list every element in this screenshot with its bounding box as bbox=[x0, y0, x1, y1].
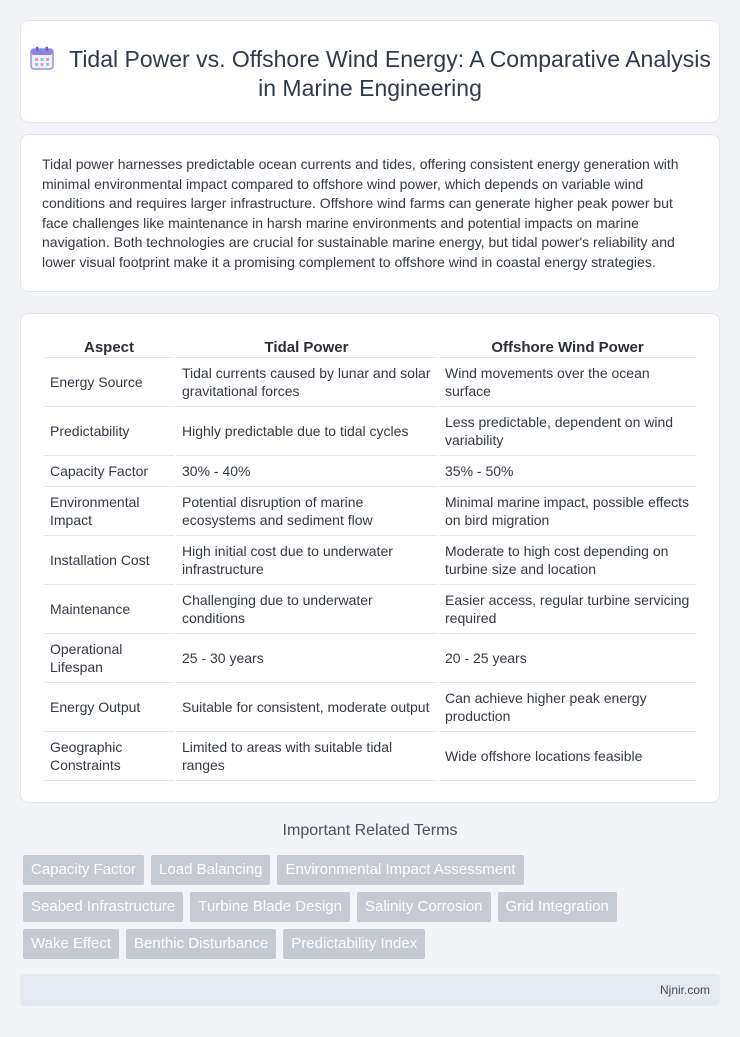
comparison-table-card bbox=[20, 313, 720, 803]
tag-predictability-index[interactable]: Predictability Index bbox=[283, 929, 425, 959]
cell-wind: Can achieve higher peak energy production bbox=[439, 683, 696, 732]
table-row bbox=[44, 585, 696, 634]
tag-salinity-corrosion[interactable]: Salinity Corrosion bbox=[357, 892, 491, 922]
cell-aspect: Geographic Constraints bbox=[44, 732, 174, 781]
table-header-row bbox=[44, 334, 696, 358]
cell-tidal: Tidal currents caused by lunar and solar gravitational forces bbox=[176, 358, 437, 407]
cell-aspect: Predictability bbox=[44, 407, 174, 456]
tag-wake-effect[interactable]: Wake Effect bbox=[23, 929, 119, 959]
tag-load-balancing[interactable]: Load Balancing bbox=[151, 855, 270, 885]
table-row bbox=[44, 536, 696, 585]
cell-tidal: Challenging due to underwater conditions bbox=[176, 585, 437, 634]
cell-wind: Minimal marine impact, possible effects on bird migration bbox=[439, 487, 696, 536]
cell-tidal: Potential disruption of marine ecosystems and sediment flow bbox=[176, 487, 437, 536]
tag-grid-integration[interactable]: Grid Integration bbox=[498, 892, 617, 922]
table-row bbox=[44, 634, 696, 683]
cell-wind: Moderate to high cost depending on turbine size and location bbox=[439, 536, 696, 585]
header-tidal-power: Tidal Power bbox=[176, 334, 437, 358]
cell-aspect: Energy Output bbox=[44, 683, 174, 732]
table-row bbox=[44, 456, 696, 487]
cell-aspect: Operational Lifespan bbox=[44, 634, 174, 683]
cell-tidal: Highly predictable due to tidal cycles bbox=[176, 407, 437, 456]
cell-aspect: Capacity Factor bbox=[44, 456, 174, 487]
tag-capacity-factor[interactable]: Capacity Factor bbox=[23, 855, 144, 885]
cell-wind: Wind movements over the ocean surface bbox=[439, 358, 696, 407]
table-row bbox=[44, 358, 696, 407]
title-card bbox=[20, 20, 720, 123]
tag-benthic-disturbance[interactable]: Benthic Disturbance bbox=[126, 929, 276, 959]
header-offshore-wind-power: Offshore Wind Power bbox=[439, 334, 696, 358]
cell-tidal: Limited to areas with suitable tidal ranges bbox=[176, 732, 437, 781]
calendar-icon bbox=[29, 46, 55, 70]
cell-wind: 35% - 50% bbox=[439, 456, 696, 487]
cell-aspect: Maintenance bbox=[44, 585, 174, 634]
cell-tidal: 30% - 40% bbox=[176, 456, 437, 487]
page-title: Tidal Power vs. Offshore Wind Energy: A Comparative Analysis in Marine Engineering bbox=[69, 46, 711, 101]
cell-aspect: Environmental Impact bbox=[44, 487, 174, 536]
intro-paragraph: Tidal power harnesses predictable ocean currents and tides, offering consistent energy generation with minimal environmental impact compared to offshore wind power, which depends on variable wind conditions and requires larger infrastructure. Offshore wind farms can generate higher peak power but face challenges like maintenance in harsh marine environments and potential impacts on marine navigation. Both technologies are crucial for sustainable marine energy, but tidal power's reliability and lower visual footprint make it a promising complement to offshore wind in coastal energy strategies. bbox=[42, 156, 679, 270]
cell-aspect: Energy Source bbox=[44, 358, 174, 407]
page-title-wrap bbox=[21, 45, 719, 103]
tag-row bbox=[23, 892, 723, 922]
comparison-table bbox=[42, 334, 698, 781]
table-row bbox=[44, 487, 696, 536]
cell-wind: Easier access, regular turbine servicing required bbox=[439, 585, 696, 634]
tag-seabed-infrastructure[interactable]: Seabed Infrastructure bbox=[23, 892, 183, 922]
cell-tidal: 25 - 30 years bbox=[176, 634, 437, 683]
tag-turbine-blade-design[interactable]: Turbine Blade Design bbox=[190, 892, 350, 922]
tag-row bbox=[23, 929, 723, 959]
footer bbox=[20, 974, 720, 1006]
footer-site-link[interactable]: Njnir.com bbox=[659, 983, 710, 997]
cell-wind: 20 - 25 years bbox=[439, 634, 696, 683]
tag-row bbox=[23, 855, 723, 885]
table-row bbox=[44, 407, 696, 456]
table-row bbox=[44, 732, 696, 781]
header-aspect: Aspect bbox=[44, 334, 174, 358]
table-row bbox=[44, 683, 696, 732]
cell-tidal: Suitable for consistent, moderate output bbox=[176, 683, 437, 732]
cell-wind: Wide offshore locations feasible bbox=[439, 732, 696, 781]
cell-aspect: Installation Cost bbox=[44, 536, 174, 585]
related-terms bbox=[23, 855, 723, 966]
cell-wind: Less predictable, dependent on wind variability bbox=[439, 407, 696, 456]
intro-card bbox=[20, 134, 720, 292]
cell-tidal: High initial cost due to underwater infrastructure bbox=[176, 536, 437, 585]
related-terms-heading: Important Related Terms bbox=[282, 822, 458, 839]
tag-environmental-impact-assessment[interactable]: Environmental Impact Assessment bbox=[277, 855, 523, 885]
